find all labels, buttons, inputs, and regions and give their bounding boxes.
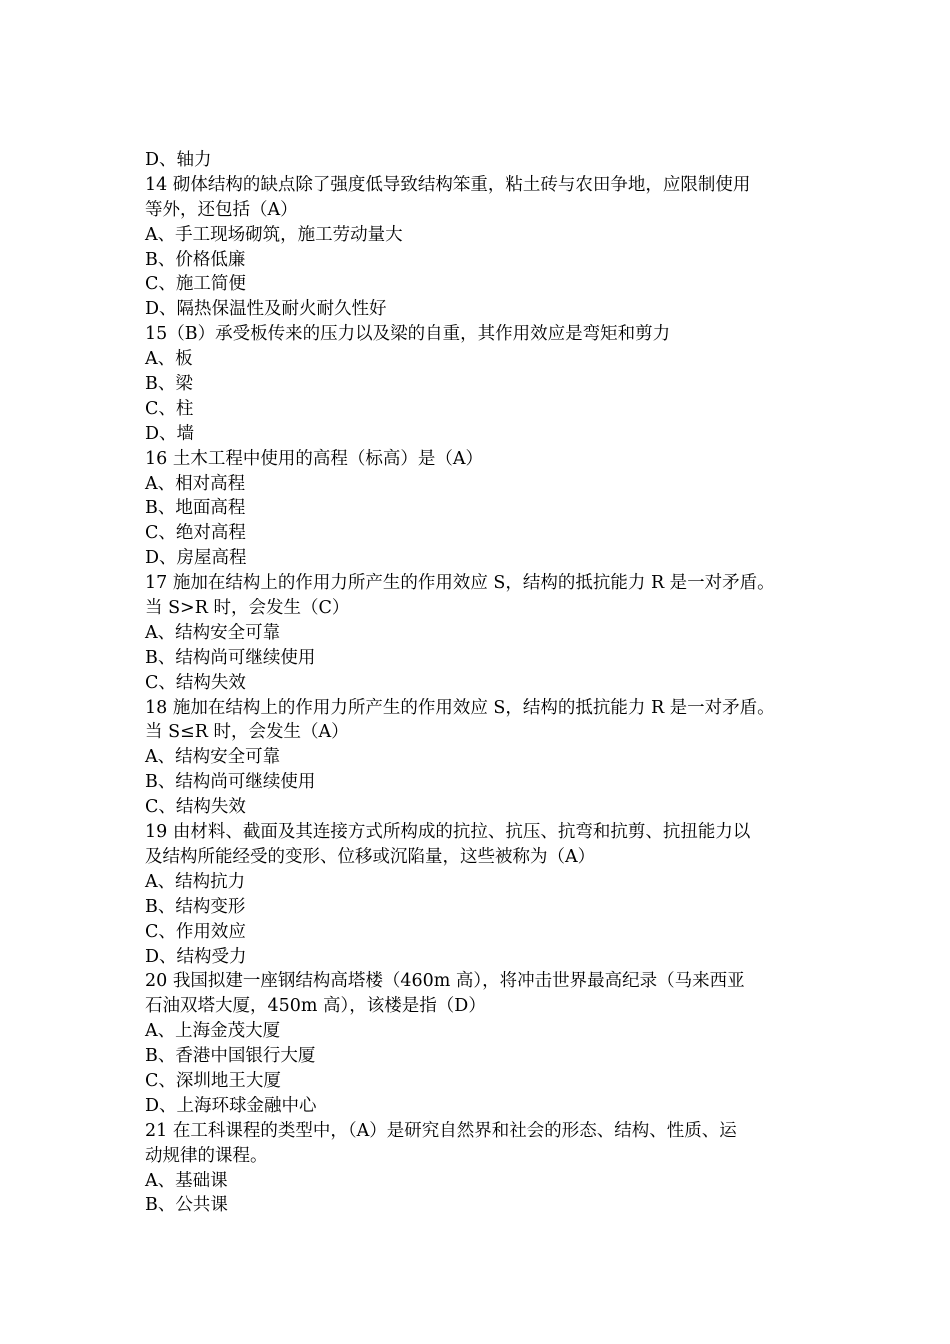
- text-line: B、结构尚可继续使用: [145, 772, 316, 793]
- text-line: C、柱: [145, 398, 194, 419]
- text-line: 15（B）承受板传来的压力以及梁的自重，其作用效应是弯矩和剪力: [145, 324, 671, 345]
- text-line: A、板: [145, 349, 193, 370]
- text-line: B、结构变形: [145, 896, 246, 917]
- text-line: D、轴力: [145, 150, 212, 170]
- text-line: B、地面高程: [145, 498, 246, 519]
- text-line: B、公共课: [145, 1195, 228, 1216]
- text-line: 当 S≤R 时，会发生（A）: [145, 722, 349, 743]
- text-line: 当 S>R 时，会发生（C）: [145, 598, 350, 619]
- text-line: A、上海金茂大厦: [145, 1021, 281, 1042]
- text-line: C、结构失效: [145, 672, 246, 693]
- text-line: D、墙: [145, 423, 195, 444]
- text-line: 等外，还包括（A）: [145, 199, 298, 220]
- text-line: A、相对高程: [145, 473, 246, 494]
- text-line: 石油双塔大厦，450m 高），该楼是指（D）: [145, 996, 486, 1017]
- text-line: D、结构受力: [145, 946, 247, 967]
- text-line: 14 砌体结构的缺点除了强度低导致结构笨重，粘土砖与农田争地，应限制使用: [145, 174, 751, 195]
- text-line: 及结构所能经受的变形、位移或沉陷量，这些被称为（A）: [145, 846, 596, 867]
- text-line: 16 土木工程中使用的高程（标高）是（A）: [145, 448, 483, 469]
- text-line: C、绝对高程: [145, 523, 246, 544]
- text-line: 17 施加在结构上的作用力所产生的作用效应 S，结构的抵抗能力 R 是一对矛盾。: [145, 573, 775, 594]
- text-line: B、梁: [145, 374, 193, 395]
- text-line: B、香港中国银行大厦: [145, 1046, 316, 1067]
- text-line: D、房屋高程: [145, 548, 247, 569]
- text-line: A、结构抗力: [145, 871, 246, 892]
- text-line: A、结构安全可靠: [145, 747, 281, 768]
- text-line: B、结构尚可继续使用: [145, 647, 316, 668]
- text-line: A、结构安全可靠: [145, 622, 281, 643]
- question-list: [145, 148, 815, 1218]
- text-line: 20 我国拟建一座钢结构高塔楼（460m 高），将冲击世界最高纪录（马来西亚: [145, 971, 745, 992]
- text-line: A、手工现场砌筑，施工劳动量大: [145, 224, 403, 245]
- text-line: C、作用效应: [145, 921, 246, 942]
- text-line: C、结构失效: [145, 797, 246, 818]
- text-line: 18 施加在结构上的作用力所产生的作用效应 S，结构的抵抗能力 R 是一对矛盾。: [145, 697, 775, 718]
- text-line: 21 在工科课程的类型中，（A）是研究自然界和社会的形态、结构、性质、运: [145, 1120, 737, 1141]
- text-line: B、价格低廉: [145, 249, 246, 270]
- text-line: D、隔热保温性及耐火耐久性好: [145, 299, 387, 320]
- text-line: C、施工简便: [145, 274, 246, 295]
- text-line: C、深圳地王大厦: [145, 1070, 281, 1091]
- text-line: A、基础课: [145, 1170, 228, 1191]
- text-line: 动规律的课程。: [145, 1145, 268, 1166]
- text-line: D、上海环球金融中心: [145, 1095, 317, 1116]
- text-line: 19 由材料、截面及其连接方式所构成的抗拉、抗压、抗弯和抗剪、抗扭能力以: [145, 822, 751, 843]
